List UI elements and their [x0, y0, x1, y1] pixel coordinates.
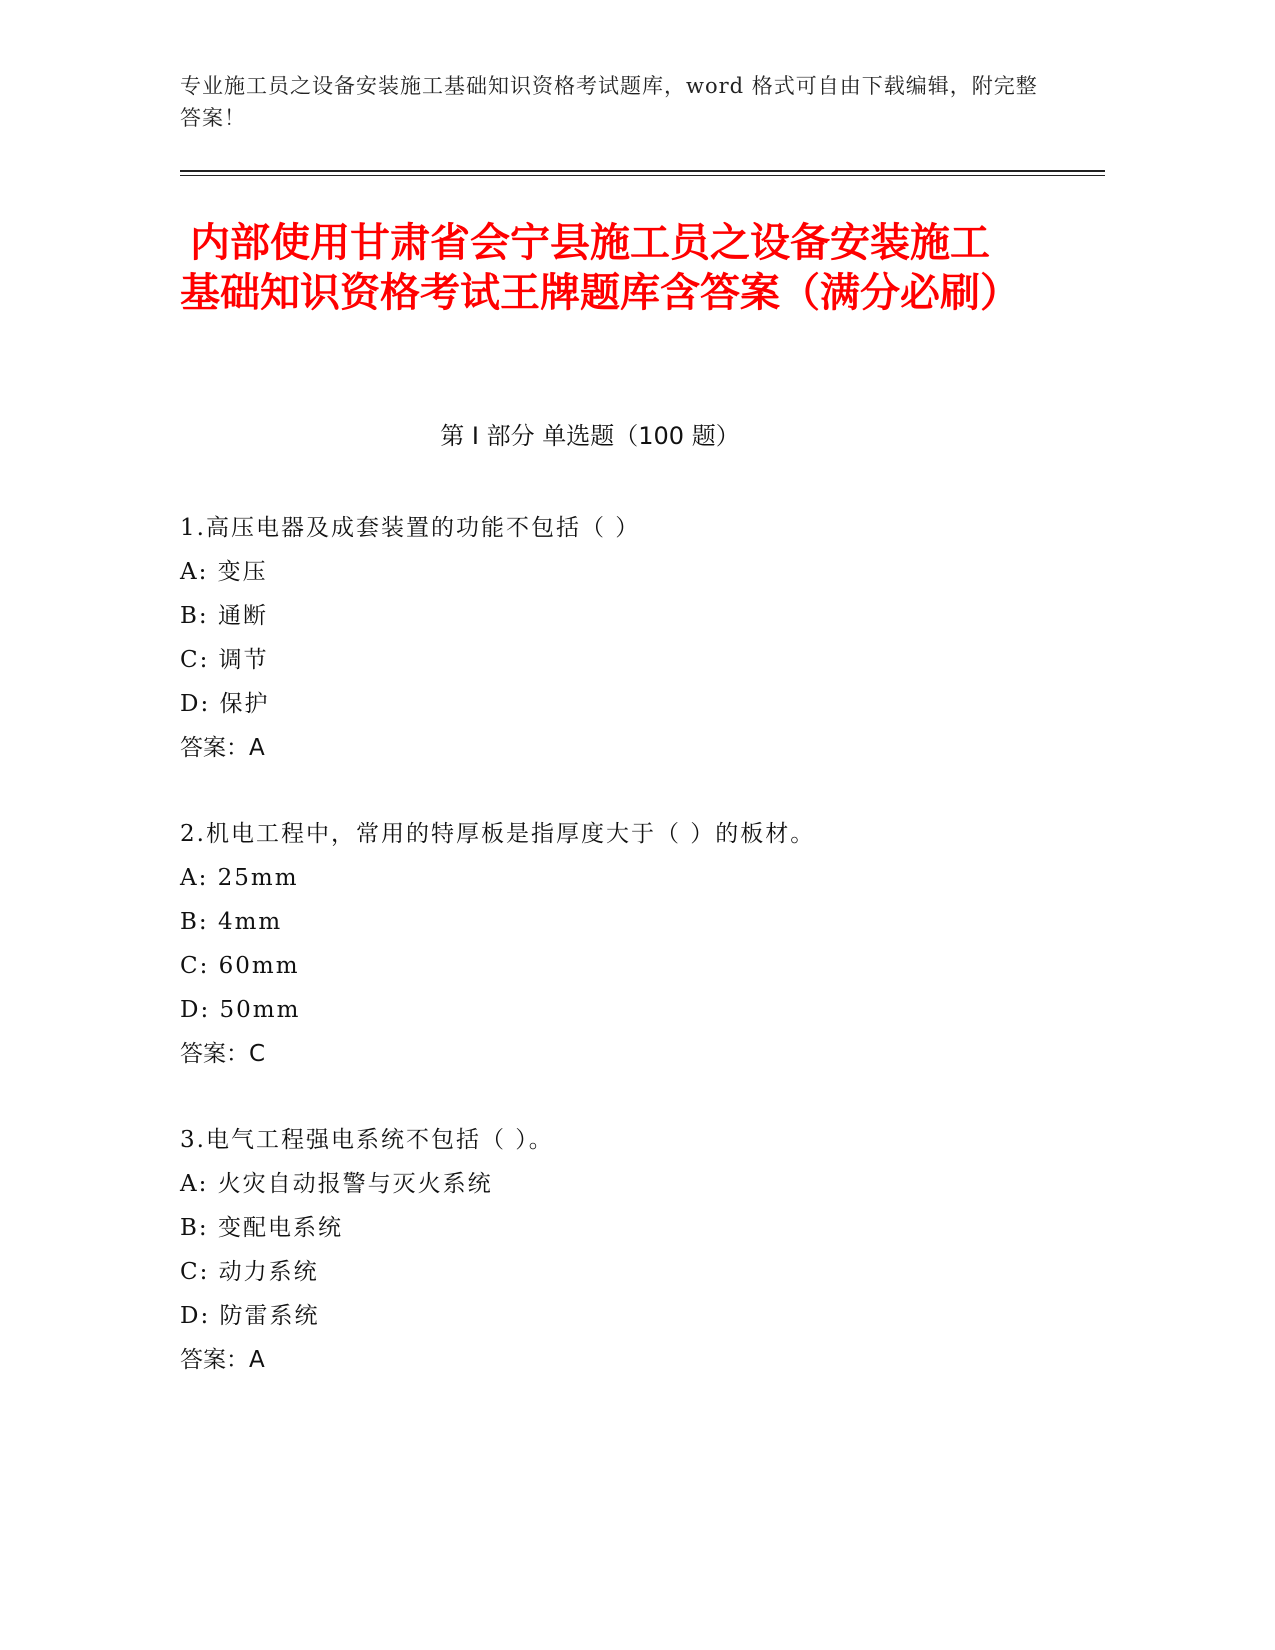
- question-3: [180, 1118, 1080, 1382]
- option-c: C: 动力系统: [180, 1259, 319, 1285]
- answer: 答案：A: [180, 1347, 265, 1373]
- question-stem: 3.电气工程强电系统不包括（ ）。: [180, 1127, 554, 1153]
- question-list: [180, 506, 1080, 1424]
- option-a: A: 25mm: [180, 865, 299, 891]
- option-d: D: 防雷系统: [180, 1303, 320, 1329]
- document-page: [180, 0, 1105, 1650]
- header-rule-thick: [180, 170, 1105, 172]
- header-note: 专业施工员之设备安装施工基础知识资格考试题库，word 格式可自由下载编辑，附完整答案！: [180, 74, 1038, 130]
- answer: 答案：A: [180, 735, 265, 761]
- option-a: A: 变压: [180, 559, 268, 585]
- option-d: D: 50mm: [180, 997, 301, 1023]
- option-c: C: 调节: [180, 647, 269, 673]
- option-b: B: 4mm: [180, 909, 283, 935]
- header-rule-thin: [180, 175, 1105, 176]
- option-a: A: 火灾自动报警与灭火系统: [180, 1171, 493, 1197]
- document-title: 内部使用甘肃省会宁县施工员之设备安装施工基础知识资格考试王牌题库含答案（满分必刷）: [180, 220, 1020, 316]
- question-1: [180, 506, 1080, 770]
- option-b: B: 通断: [180, 603, 268, 629]
- answer: 答案：C: [180, 1041, 266, 1067]
- question-stem: 1.高压电器及成套装置的功能不包括（ ）: [180, 515, 641, 541]
- question-2: [180, 812, 1080, 1076]
- option-d: D: 保护: [180, 691, 270, 717]
- section-title: 第 I 部分 单选题（100 题）: [440, 422, 740, 450]
- option-b: B: 变配电系统: [180, 1215, 343, 1241]
- option-c: C: 60mm: [180, 953, 300, 979]
- question-stem: 2.机电工程中，常用的特厚板是指厚度大于（ ）的板材。: [180, 821, 816, 847]
